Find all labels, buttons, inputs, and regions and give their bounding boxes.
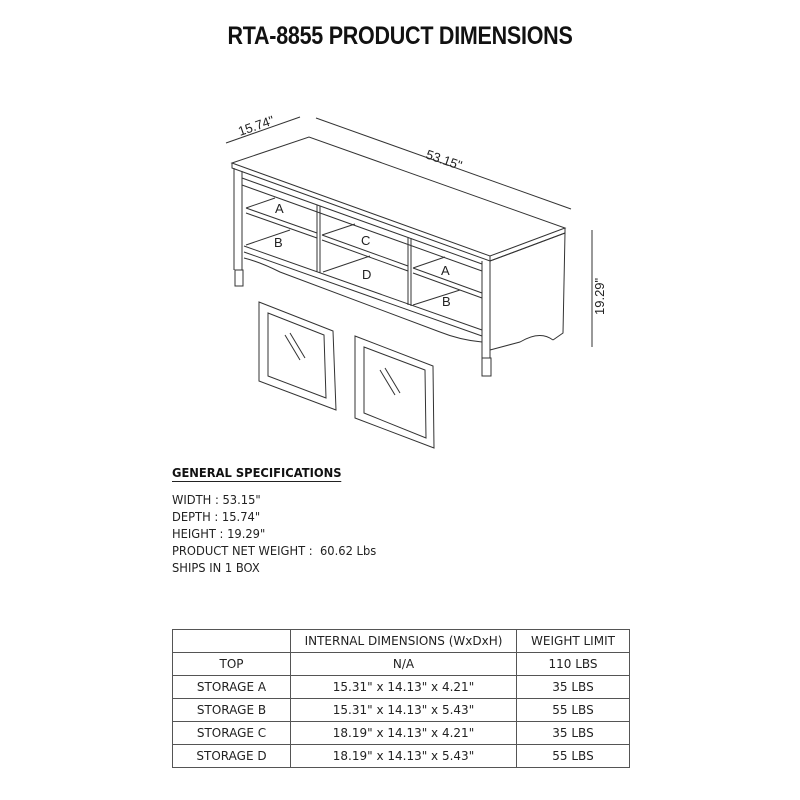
- table-row: [173, 676, 630, 699]
- row-dimensions: 15.31" x 14.13" x 5.43": [291, 699, 517, 722]
- spec-width: WIDTH : 53.15": [172, 492, 261, 507]
- dimensions-table: [172, 629, 630, 768]
- table-row: [173, 745, 630, 768]
- row-weight: 110 LBS: [517, 653, 630, 676]
- spec-boxes: SHIPS IN 1 BOX: [172, 560, 260, 575]
- spec-weight: PRODUCT NET WEIGHT : 60.62 Lbs: [172, 543, 377, 558]
- row-label: STORAGE B: [173, 699, 291, 722]
- row-label: STORAGE D: [173, 745, 291, 768]
- row-label: TOP: [173, 653, 291, 676]
- svg-text:15.74": 15.74": [236, 112, 277, 139]
- svg-text:B: B: [442, 294, 451, 309]
- table-row: [173, 699, 630, 722]
- page-title: RTA-8855 PRODUCT DIMENSIONS: [227, 22, 573, 50]
- row-weight: 35 LBS: [517, 722, 630, 745]
- svg-text:A: A: [441, 263, 450, 278]
- row-dimensions: 15.31" x 14.13" x 4.21": [291, 676, 517, 699]
- row-weight: 35 LBS: [517, 676, 630, 699]
- row-label: STORAGE A: [173, 676, 291, 699]
- spec-depth: DEPTH : 15.74": [172, 509, 261, 524]
- svg-text:D: D: [362, 267, 372, 282]
- specs-heading: GENERAL SPECIFICATIONS: [172, 465, 342, 480]
- svg-text:53.15": 53.15": [424, 146, 465, 173]
- svg-text:A: A: [275, 201, 284, 216]
- row-dimensions: 18.19" x 14.13" x 5.43": [291, 745, 517, 768]
- header-cell: WEIGHT LIMIT: [517, 630, 630, 653]
- row-weight: 55 LBS: [517, 699, 630, 722]
- table-row: [173, 653, 630, 676]
- header-cell: [173, 630, 291, 653]
- specs-list: [172, 491, 376, 576]
- row-dimensions: 18.19" x 14.13" x 4.21": [291, 722, 517, 745]
- row-label: STORAGE C: [173, 722, 291, 745]
- spec-height: HEIGHT : 19.29": [172, 526, 266, 541]
- row-dimensions: N/A: [291, 653, 517, 676]
- svg-text:19.29": 19.29": [592, 277, 607, 315]
- header-cell: INTERNAL DIMENSIONS (WxDxH): [291, 630, 517, 653]
- row-weight: 55 LBS: [517, 745, 630, 768]
- svg-text:B: B: [274, 235, 283, 250]
- table-header: [173, 630, 630, 653]
- svg-text:C: C: [361, 233, 371, 248]
- table-row: [173, 722, 630, 745]
